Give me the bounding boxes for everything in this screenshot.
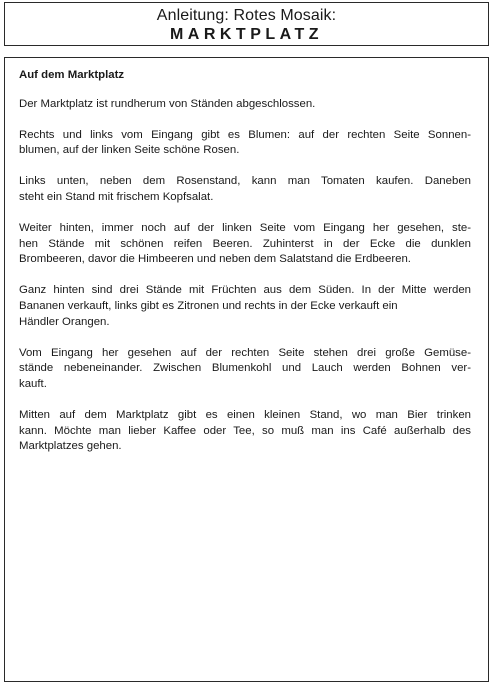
paragraph-5: [19, 283, 471, 330]
instructions-box: [4, 57, 489, 682]
text-line: kauft.: [19, 377, 47, 390]
text-line: stände nebeneinander. Zwischen Blumenkohl und Lauch werden Bohnen ver-: [19, 362, 471, 375]
paragraph-2: [19, 128, 471, 159]
title-line-1: Anleitung: Rotes Mosaik:: [156, 7, 337, 24]
text-line: hen Stände mit schönen reifen Beeren. Zuhinterst in der Ecke die dunklen: [19, 237, 471, 250]
text-line: Vom Eingang her gesehen auf der rechten Seite stehen drei große Gemüse-: [19, 346, 471, 359]
section-heading: Auf dem Marktplatz: [19, 69, 125, 81]
paragraph-4: [19, 221, 471, 268]
text-line: blumen, auf der linken Seite schöne Rosen.: [19, 144, 240, 157]
text-line: Rechts und links vom Eingang gibt es Blumen: auf der rechten Seite Sonnen-: [19, 128, 471, 141]
paragraph-3: [19, 174, 471, 205]
text-line: Mitten auf dem Marktplatz gibt es einen kleinen Stand, wo man Bier trinken: [19, 408, 471, 421]
paragraph-6: [19, 346, 471, 393]
title-box: [4, 2, 489, 46]
text-line: kann. Möchte man lieber Kaffee oder Tee, so muß man ins Café außerhalb des: [19, 424, 471, 437]
text-line: Brombeeren, davor die Himbeeren und neben dem Salatstand die Erdbeeren.: [19, 253, 411, 266]
text-line: steht ein Stand mit frischem Kopfsalat.: [19, 190, 214, 203]
text-line: Der Marktplatz ist rundherum von Ständen abgeschlossen.: [19, 97, 316, 110]
text-line: Bananen verkauft, links gibt es Zitronen und rechts in der Ecke verkauft ein: [19, 299, 398, 312]
text-line: Marktplatzes gehen.: [19, 440, 122, 453]
title-line-2: MARKTPLATZ: [169, 26, 324, 43]
text-line: Händler Orangen.: [19, 315, 110, 328]
paragraph-1: [19, 97, 471, 113]
text-line: Weiter hinten, immer noch auf der linken Seite vom Eingang her gesehen, ste-: [19, 222, 471, 235]
text-line: Links unten, neben dem Rosenstand, kann man Tomaten kaufen. Daneben: [19, 175, 471, 188]
paragraph-7: [19, 408, 471, 455]
instructions-text: [19, 68, 471, 470]
text-line: Ganz hinten sind drei Stände mit Früchten aus dem Süden. In der Mitte werden: [19, 284, 471, 297]
